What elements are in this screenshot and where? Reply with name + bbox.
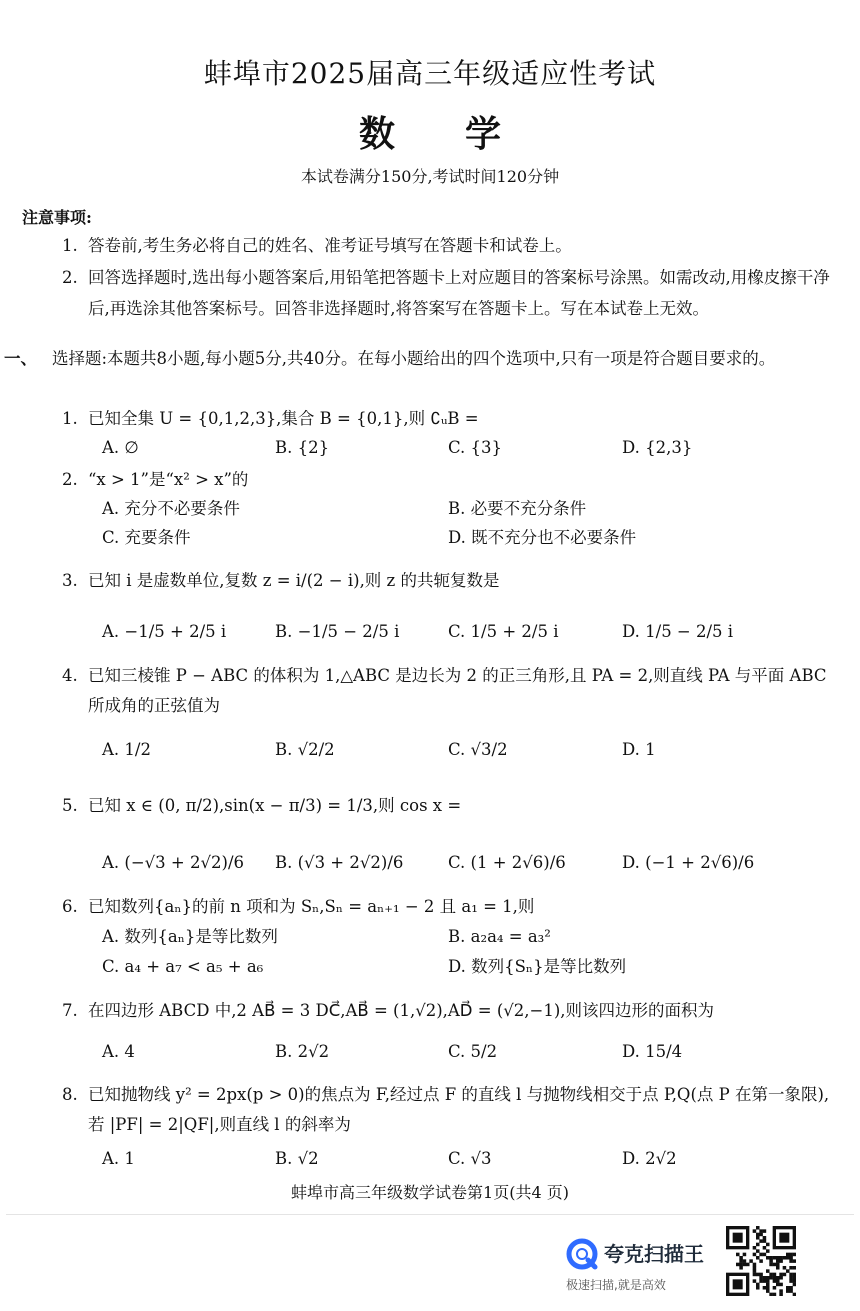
question-number: 8. (62, 1085, 78, 1104)
option-d: D. 1 (622, 740, 656, 759)
option-b: B. a₂a₄ = a₃² (448, 927, 551, 946)
option-c: C. 1/5 + 2/5 i (448, 622, 559, 641)
option-a: A. 1/2 (102, 740, 151, 759)
option-b: B. √2 (275, 1149, 319, 1168)
option-c: C. √3/2 (448, 740, 508, 759)
divider (6, 1214, 854, 1215)
notice-item-text: 答卷前,考生务必将自己的姓名、准考证号填写在答题卡和试卷上。 (88, 236, 572, 255)
section-text: 选择题:本题共8小题,每小题5分,共40分。在每小题给出的四个选项中,只有一项是符合题目要求的。 (52, 349, 776, 368)
option-a: A. (−√3 + 2√2)/6 (102, 853, 244, 872)
option-d: D. 数列{Sₙ}是等比数列 (448, 957, 627, 976)
notice-item-number: 2. (62, 268, 78, 287)
option-c: C. 5/2 (448, 1042, 498, 1061)
page-footer: 蚌埠市高三年级数学试卷第1页(共4 页) (291, 1183, 569, 1202)
question-4 (62, 661, 838, 721)
option-b: B. 2√2 (275, 1042, 330, 1061)
exam-title: 蚌埠市2025届高三年级适应性考试 (203, 57, 657, 90)
question-text: 已知三棱锥 P − ABC 的体积为 1,△ABC 是边长为 2 的正三角形,且 PA = 2,则直线 PA 与平面 ABC 所成角的正弦值为 (88, 666, 827, 715)
question-text: “x > 1”是“x² > x”的 (88, 470, 249, 489)
subject-title: 数学 (358, 113, 571, 155)
qr-code-icon (726, 1226, 796, 1296)
section-number: 一、 (4, 349, 37, 368)
question-6 (62, 892, 838, 922)
option-d: D. 2√2 (622, 1149, 677, 1168)
option-b: B. −1/5 − 2/5 i (275, 622, 400, 641)
section-heading (4, 344, 838, 374)
brand-slogan: 极速扫描,就是高效 (566, 1278, 666, 1292)
question-7 (62, 996, 838, 1026)
question-text: 已知全集 U = {0,1,2,3},集合 B = {0,1},则 ∁ᵤB = (88, 409, 479, 428)
question-number: 1. (62, 409, 78, 428)
question-text: 已知抛物线 y² = 2px(p > 0)的焦点为 F,经过点 F 的直线 l 与抛物线相交于点 P,Q(点 P 在第一象限),若 |PF| = 2|QF|,则直线 l 的斜率为 (88, 1085, 830, 1134)
option-d: D. {2,3} (622, 438, 693, 457)
option-a: A. 4 (102, 1042, 135, 1061)
option-a: A. 数列{aₙ}是等比数列 (102, 927, 278, 946)
option-c: C. √3 (448, 1149, 492, 1168)
option-a: A. −1/5 + 2/5 i (102, 622, 227, 641)
question-number: 2. (62, 470, 78, 489)
question-number: 6. (62, 897, 78, 916)
option-d: D. (−1 + 2√6)/6 (622, 853, 755, 872)
question-number: 7. (62, 1001, 78, 1020)
option-c: C. (1 + 2√6)/6 (448, 853, 566, 872)
exam-info: 本试卷满分150分,考试时间120分钟 (300, 167, 560, 186)
notice-heading: 注意事项: (22, 208, 92, 227)
option-c: C. 充要条件 (102, 528, 191, 547)
option-a: A. 1 (102, 1149, 135, 1168)
option-b: B. √2/2 (275, 740, 335, 759)
option-b: B. 必要不充分条件 (448, 499, 587, 518)
option-a: A. 充分不必要条件 (102, 499, 240, 518)
option-d: D. 15/4 (622, 1042, 683, 1061)
notice-item (62, 262, 838, 324)
question-number: 3. (62, 571, 78, 590)
notice-item (62, 230, 838, 261)
option-d: D. 1/5 − 2/5 i (622, 622, 734, 641)
notice-item-text: 回答选择题时,选出每小题答案后,用铅笔把答题卡上对应题目的答案标号涂黑。如需改动,用橡皮擦干净后,再选涂其他答案标号。回答非选择题时,将答案写在答题卡上。写在本试卷上无效。 (88, 268, 830, 318)
quark-logo-icon (566, 1238, 598, 1270)
question-number: 5. (62, 796, 78, 815)
question-8 (62, 1080, 838, 1140)
question-5 (62, 791, 838, 821)
question-text: 在四边形 ABCD 中,2 AB⃗ = 3 DC⃗,AB⃗ = (1,√2),AD⃗ = (√2,−1),则该四边形的面积为 (88, 1001, 715, 1020)
option-a: A. ∅ (102, 438, 139, 457)
question-text: 已知 i 是虚数单位,复数 z = i/(2 − i),则 z 的共轭复数是 (88, 571, 500, 590)
scanner-watermark (566, 1232, 716, 1294)
brand-name: 夸克扫描王 (604, 1242, 704, 1266)
question-3 (62, 566, 838, 596)
option-c: C. a₄ + a₇ < a₅ + a₆ (102, 957, 264, 976)
question-text: 已知数列{aₙ}的前 n 项和为 Sₙ,Sₙ = aₙ₊₁ − 2 且 a₁ = 1,则 (88, 897, 535, 916)
question-2 (62, 465, 838, 495)
option-b: B. {2} (275, 438, 330, 457)
option-d: D. 既不充分也不必要条件 (448, 528, 637, 547)
question-text: 已知 x ∈ (0, π/2),sin(x − π/3) = 1/3,则 cos x = (88, 796, 462, 815)
question-number: 4. (62, 666, 78, 685)
notice-item-number: 1. (62, 236, 78, 255)
question-1 (62, 404, 838, 434)
option-c: C. {3} (448, 438, 503, 457)
option-b: B. (√3 + 2√2)/6 (275, 853, 404, 872)
